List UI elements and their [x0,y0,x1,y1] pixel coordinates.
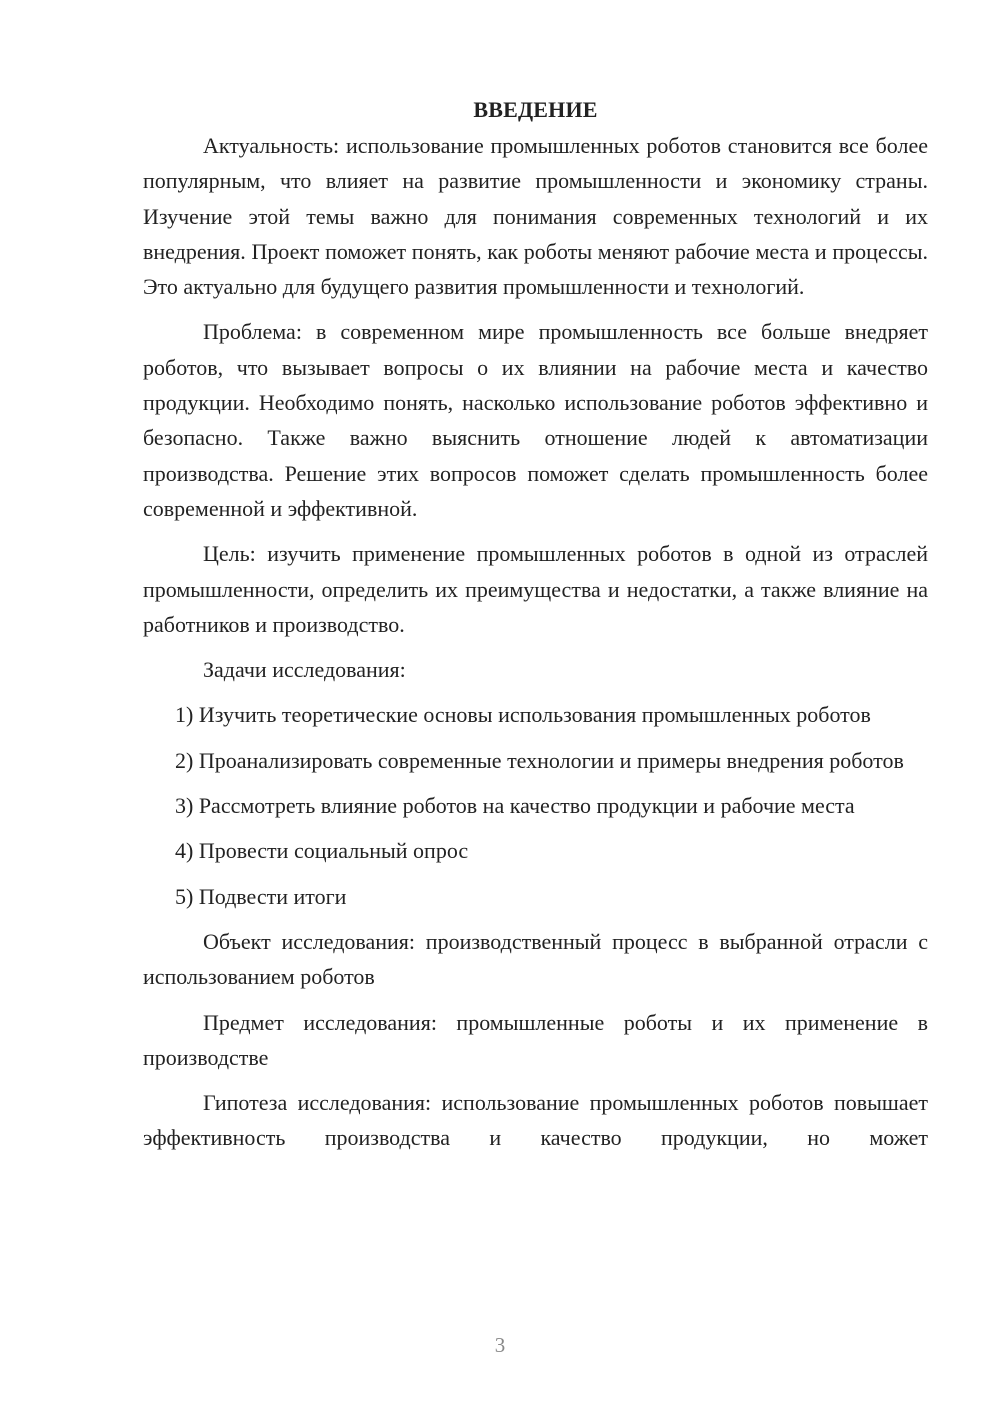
subject-paragraph: Предмет исследования: промышленные роботы и их применение в производстве [143,1009,928,1070]
document-page [143,92,928,1166]
relevance-paragraph: Актуальность: использование промышленных роботов становится все более популярным, что влияет на развитие промышленности и экономику страны. Изучение этой темы важно для понимания современных технологий и их внедрения. Проект поможет понять, как роботы меняют рабочие места и процессы. Это актуально для будущего развития промышленности и технологий. [143,133,928,300]
goal-paragraph: Цель: изучить применение промышленных роботов в одной из отраслей промышленности, определить их преимущества и недостатки, а также влияние на работников и производство. [143,541,928,637]
task-item: 1) Изучить теоретические основы использования промышленных роботов [175,702,871,728]
problem-paragraph: Проблема: в современном мире промышленность все больше внедряет роботов, что вызывает вопросы о их влиянии на рабочие места и качество продукции. Необходимо понять, насколько использование роботов эффективно и безопасно. Также важно выяснить отношение людей к автоматизации производства. Решение этих вопросов поможет сделать промышленность более современной и эффективной. [143,319,928,521]
page-title: ВВЕДЕНИЕ [473,97,598,122]
task-item: 2) Проанализировать современные технологии и примеры внедрения роботов [175,747,904,773]
task-item: 3) Рассмотреть влияние роботов на качество продукции и рабочие места [175,793,855,819]
task-item: 4) Провести социальный опрос [175,838,469,864]
hypothesis-paragraph: Гипотеза исследования: использование промышленных роботов повышает эффективность производства и качество продукции, но может [143,1090,928,1151]
page-number: 3 [494,1333,506,1357]
tasks-heading: Задачи исследования: [203,657,406,683]
task-item: 5) Подвести итоги [175,883,347,909]
object-paragraph: Объект исследования: производственный процесс в выбранной отрасли с использованием роботов [143,928,928,990]
